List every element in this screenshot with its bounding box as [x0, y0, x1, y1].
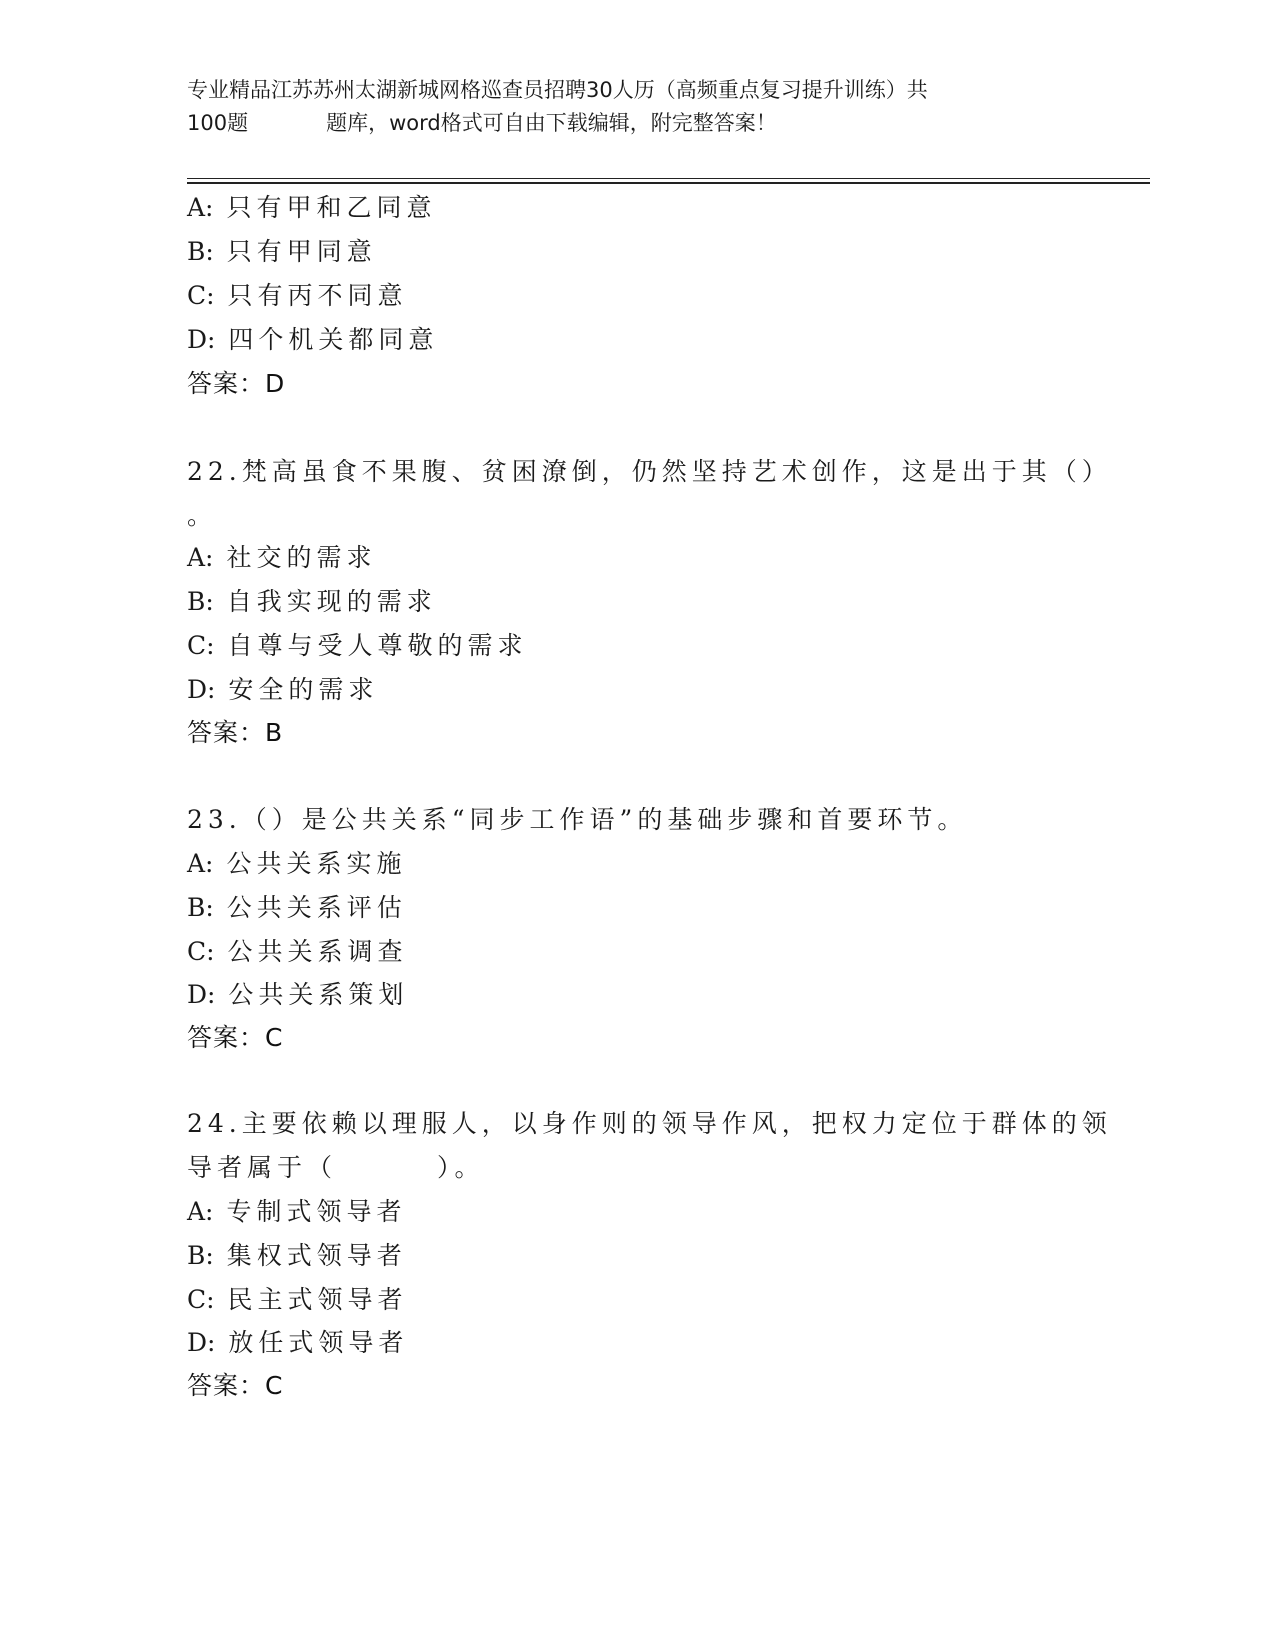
option-c: C: 民主式领导者: [187, 1285, 408, 1314]
option-c: C: 自尊与受人尊敬的需求: [187, 631, 528, 660]
header-count: 100题: [187, 111, 249, 135]
header-rule-thick: [187, 182, 1150, 184]
option-a: A: 专制式领导者: [187, 1197, 407, 1226]
question-stem-q23: 23.（）是公共关系“同步工作语”的基础步骤和首要环节。: [187, 805, 968, 834]
question-stem-q24: 24.主要依赖以理服人，以身作则的领导作风，把权力定位于群体的领: [187, 1109, 1112, 1138]
question-stem-q22-cont: 。: [187, 501, 218, 530]
answer-q23: 答案：C: [187, 1023, 284, 1052]
option-d: D: 四个机关都同意: [187, 325, 439, 354]
option-a: A: 公共关系实施: [187, 849, 407, 878]
option-d: D: 安全的需求: [187, 675, 379, 704]
header-title-line2: [187, 107, 1087, 140]
option-b: B: 集权式领导者: [187, 1241, 407, 1270]
answer-q21: 答案：D: [187, 369, 286, 398]
option-b: B: 只有甲同意: [187, 237, 377, 266]
answer-q22: 答案：B: [187, 718, 284, 747]
header-desc: 题库，word格式可自由下载编辑，附完整答案！: [326, 111, 777, 135]
question-stem-q22: 22.梵高虽食不果腹、贫困潦倒，仍然坚持艺术创作，这是出于其（）: [187, 457, 1112, 486]
option-d: D: 公共关系策划: [187, 980, 409, 1009]
option-b: B: 公共关系评估: [187, 893, 407, 922]
option-c: C: 公共关系调查: [187, 937, 408, 966]
option-a: A: 社交的需求: [187, 543, 377, 572]
option-b: B: 自我实现的需求: [187, 587, 437, 616]
answer-q24: 答案：C: [187, 1371, 284, 1400]
question-stem-q24-cont: 导者属于（ ）。: [187, 1153, 485, 1182]
document-header: [187, 74, 1087, 140]
option-c: C: 只有丙不同意: [187, 281, 408, 310]
header-rule-thin: [187, 178, 1150, 179]
header-title-line1: 专业精品江苏苏州太湖新城网格巡查员招聘30人历（高频重点复习提升训练）共: [187, 78, 928, 102]
option-a: A: 只有甲和乙同意: [187, 193, 437, 222]
option-d: D: 放任式领导者: [187, 1328, 409, 1357]
